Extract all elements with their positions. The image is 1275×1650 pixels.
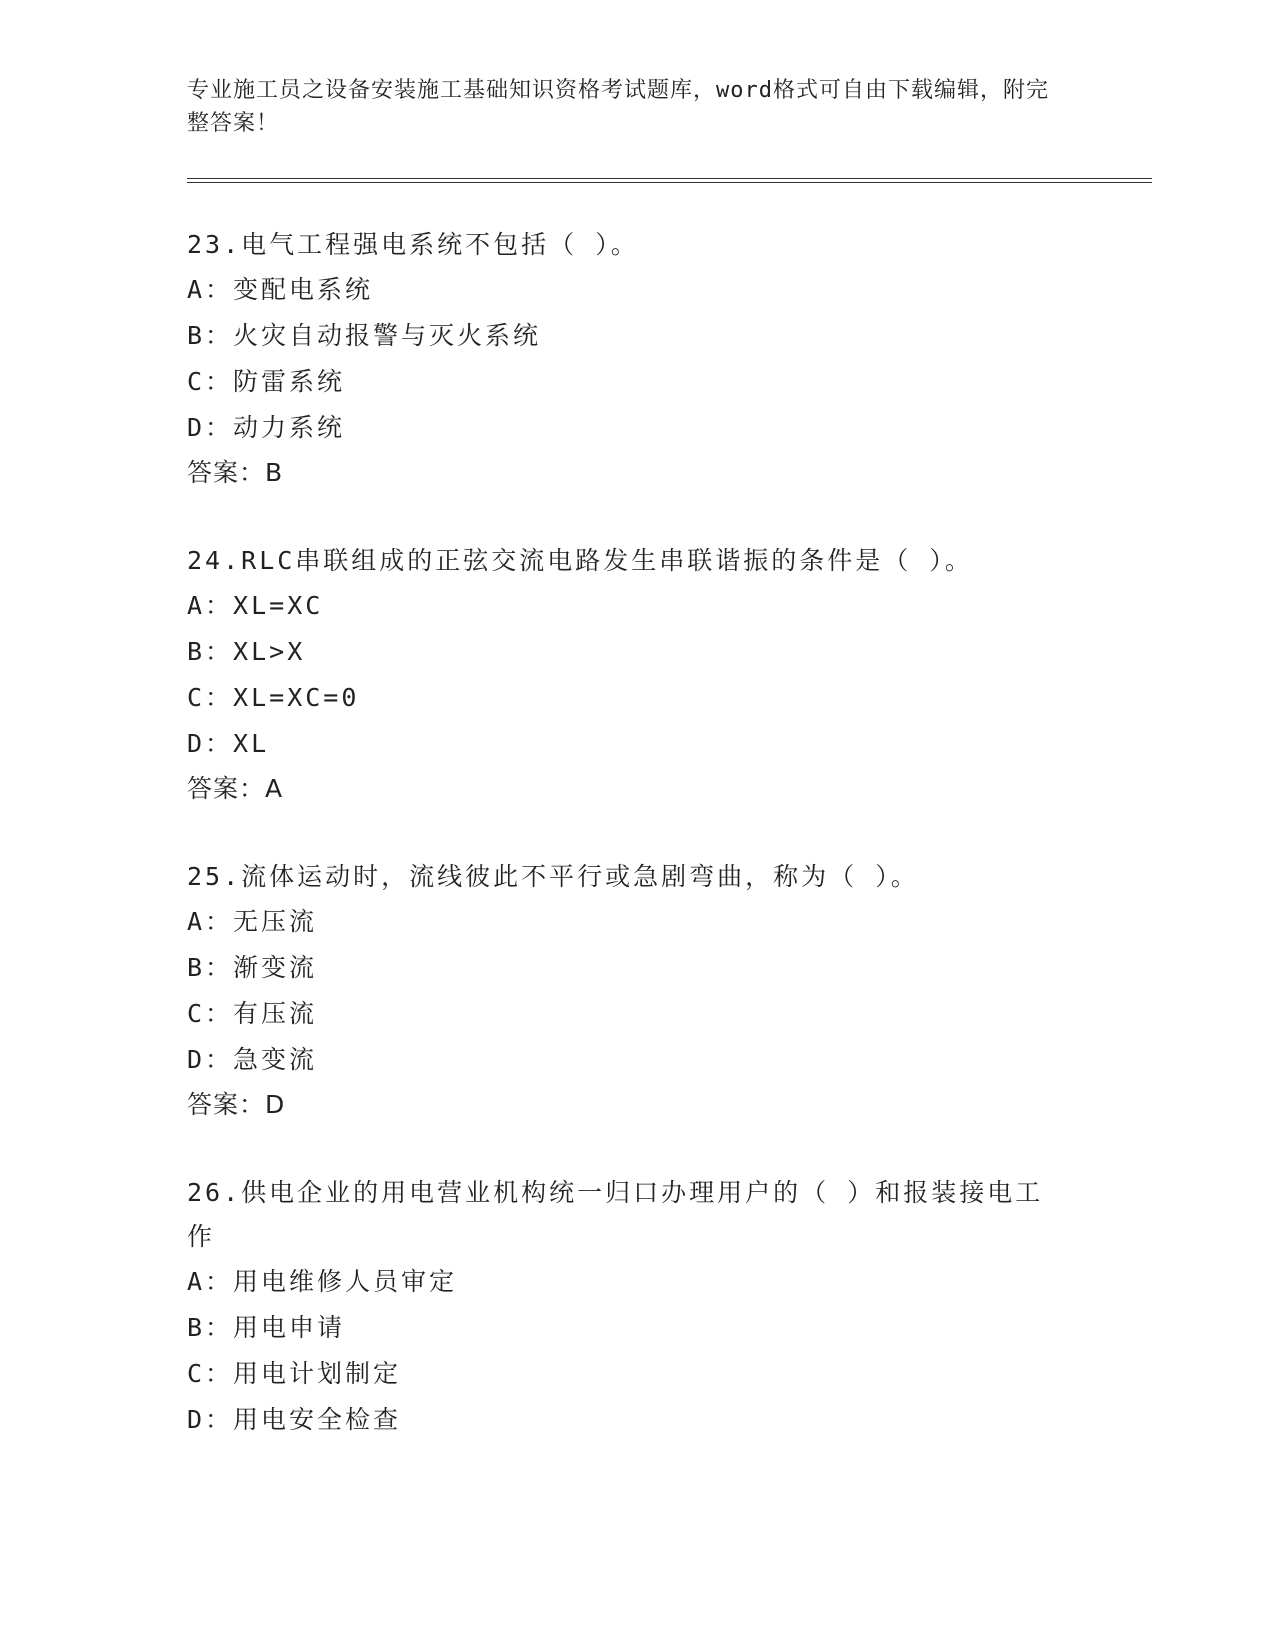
option-d: D：急变流: [187, 1045, 318, 1074]
option-c: C：XL=XC=0: [187, 683, 360, 712]
question-24: [187, 539, 1087, 811]
option-b: B：XL>X: [187, 637, 306, 666]
option-c: C：防雷系统: [187, 367, 346, 396]
option-a: A：用电维修人员审定: [187, 1267, 458, 1296]
header-divider-bottom: [187, 182, 1152, 183]
answer: 答案：B: [187, 458, 284, 487]
question-title: 25.流体运动时，流线彼此不平行或急剧弯曲，称为（ ）。: [187, 862, 919, 891]
question-26: [187, 1171, 1057, 1443]
option-b: B：渐变流: [187, 953, 318, 982]
answer: 答案：D: [187, 1090, 286, 1119]
option-d: D：用电安全检查: [187, 1405, 402, 1434]
document-header: 专业施工员之设备安装施工基础知识资格考试题库，word格式可自由下载编辑，附完整答案！: [187, 78, 1049, 136]
option-d: D：XL: [187, 729, 270, 758]
option-a: A：XL=XC: [187, 591, 324, 620]
option-a: A：变配电系统: [187, 275, 374, 304]
option-b: B：火灾自动报警与灭火系统: [187, 321, 542, 350]
option-c: C：用电计划制定: [187, 1359, 402, 1388]
option-b: B：用电申请: [187, 1313, 346, 1342]
question-title: 26.供电企业的用电营业机构统一归口办理用户的（ ）和报装接电工作: [187, 1178, 1044, 1251]
question-title: 23.电气工程强电系统不包括（ ）。: [187, 230, 639, 259]
question-25: [187, 855, 1087, 1127]
header-divider-top: [187, 178, 1152, 179]
option-c: C：有压流: [187, 999, 318, 1028]
question-title: 24.RLC串联组成的正弦交流电路发生串联谐振的条件是（ ）。: [187, 546, 973, 575]
option-d: D：动力系统: [187, 413, 346, 442]
question-23: [187, 223, 1087, 495]
answer: 答案：A: [187, 774, 284, 803]
option-a: A：无压流: [187, 907, 318, 936]
